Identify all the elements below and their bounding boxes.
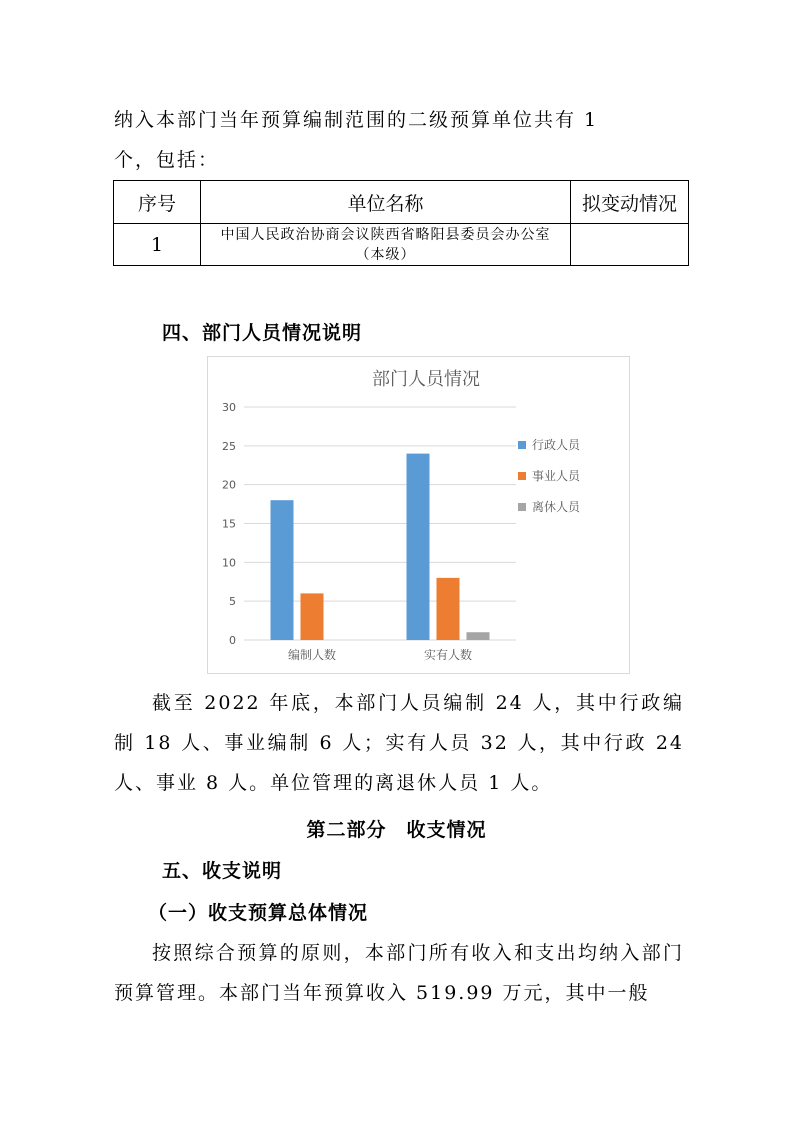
y-tick-label: 25 — [222, 439, 236, 453]
bar-2-2 — [437, 578, 460, 640]
legend-swatch — [518, 441, 526, 449]
bar-1-2 — [407, 454, 430, 640]
header-change: 拟变动情况 — [571, 181, 689, 224]
chart-title: 部门人员情况 — [372, 369, 480, 390]
y-tick-label: 30 — [222, 401, 236, 414]
x-tick-label: 编制人数 — [287, 648, 337, 662]
header-serial: 序号 — [114, 181, 201, 224]
y-tick-label: 20 — [222, 478, 236, 492]
bar-2-1 — [301, 593, 324, 640]
intro-line-2: 个，包括： — [114, 149, 220, 171]
bar-1-1 — [271, 500, 294, 640]
summary-paragraph: 截至 2022 年底，本部门人员编制 24 人，其中行政编制 18 人、事业编制 6 人；实有人员 32 人，其中行政 24 人、事业 8 人。单位管理的离退休人员 1 人。 — [114, 692, 684, 794]
table-row — [114, 224, 689, 266]
y-tick-label: 10 — [222, 556, 236, 570]
cell-unit-name — [201, 224, 571, 266]
cell-serial: 1 — [114, 224, 201, 266]
section-5-heading: 五、收支说明 — [162, 860, 283, 882]
section-4-heading: 四、部门人员情况说明 — [162, 322, 363, 344]
header-unit-name: 单位名称 — [201, 181, 571, 224]
legend-label: 事业人员 — [532, 469, 581, 483]
chart-svg — [208, 357, 629, 673]
legend-swatch — [518, 472, 526, 480]
y-tick-label: 15 — [222, 517, 236, 531]
cell-change — [571, 224, 689, 266]
subunit-table — [113, 180, 689, 266]
legend-swatch — [518, 503, 526, 511]
subsection-1-heading: （一）收支预算总体情况 — [148, 902, 369, 924]
x-tick-label: 实有人数 — [423, 648, 473, 662]
personnel-chart — [207, 356, 630, 674]
intro-line-1: 纳入本部门当年预算编制范围的二级预算单位共有 1 — [114, 109, 599, 131]
y-tick-label: 0 — [229, 634, 236, 647]
part-2-heading: 第二部分 收支情况 — [306, 819, 487, 841]
table-header-row — [114, 181, 689, 224]
legend-label: 行政人员 — [532, 438, 581, 452]
budget-paragraph: 按照综合预算的原则，本部门所有收入和支出均纳入部门预算管理。本部门当年预算收入 519.99 万元，其中一般 — [114, 942, 684, 1004]
legend-label: 离休人员 — [532, 500, 581, 514]
bar-3-2 — [467, 632, 490, 640]
y-tick-label: 5 — [229, 595, 236, 609]
unit-name-text: 中国人民政治协商会议陕西省略阳县委员会办公室（本级） — [220, 226, 551, 263]
